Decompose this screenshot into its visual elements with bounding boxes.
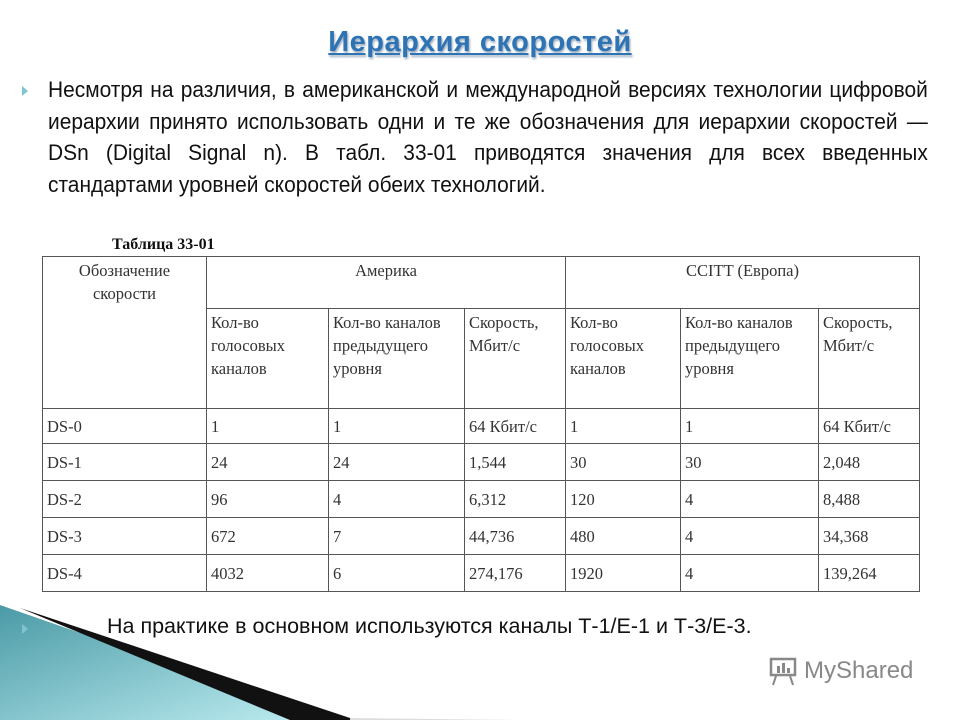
table-row bbox=[43, 518, 920, 555]
footer-note: На практике в основном используются каналы Т-1/Е-1 и Т-3/Е-3. bbox=[107, 614, 752, 638]
header-cell: Скорость, Мбит/с bbox=[465, 309, 566, 409]
bullet-icon bbox=[22, 624, 28, 634]
header-cell: Кол-во голосовых каналов bbox=[207, 309, 329, 409]
body-paragraph: Несмотря на различия, в американской и международной версиях технологии цифровой иерархии принято использовать одни и те же обозначения для иерархии скоростей — DSn (Digital Signal n). В табл. 33-01 приводятся значения для всех введенных стандартами уровней скоростей обеих технологий. bbox=[48, 77, 928, 197]
table-cell: 672 bbox=[207, 518, 329, 555]
header-cell: Кол-во каналов предыдущего уровня bbox=[681, 309, 819, 409]
table-cell: DS-1 bbox=[43, 444, 207, 481]
table-cell: 64 Кбит/с bbox=[819, 409, 920, 444]
table-cell: 2,048 bbox=[819, 444, 920, 481]
header-cell: Обозначение скорости bbox=[43, 257, 207, 409]
table-cell: 1920 bbox=[566, 555, 681, 592]
table-cell: 4032 bbox=[207, 555, 329, 592]
table-cell: 7 bbox=[329, 518, 465, 555]
table-cell: 30 bbox=[566, 444, 681, 481]
logo-text: MyShared bbox=[804, 657, 914, 684]
header-cell: Кол-во каналов предыдущего уровня bbox=[329, 309, 465, 409]
table-cell: 1 bbox=[207, 409, 329, 444]
table-header-row bbox=[43, 257, 920, 309]
table-caption: Таблица 33-01 bbox=[112, 236, 215, 253]
table-cell: 64 Кбит/с bbox=[465, 409, 566, 444]
table-cell: 96 bbox=[207, 481, 329, 518]
bullet-icon bbox=[22, 86, 28, 96]
table-cell: 6,312 bbox=[465, 481, 566, 518]
table-cell: 6 bbox=[329, 555, 465, 592]
table-row bbox=[43, 555, 920, 592]
table-cell: 4 bbox=[681, 518, 819, 555]
table-cell: DS-3 bbox=[43, 518, 207, 555]
table-row bbox=[43, 444, 920, 481]
presentation-icon bbox=[768, 656, 798, 686]
table-cell: 4 bbox=[681, 555, 819, 592]
myshared-logo bbox=[768, 656, 913, 686]
table-cell: 139,264 bbox=[819, 555, 920, 592]
table-cell: 24 bbox=[207, 444, 329, 481]
table-cell: 1,544 bbox=[465, 444, 566, 481]
table-cell: 274,176 bbox=[465, 555, 566, 592]
table-cell: 1 bbox=[329, 409, 465, 444]
header-cell: Америка bbox=[207, 257, 566, 309]
slide-title: Иерархия скоростей bbox=[328, 26, 632, 58]
table-row bbox=[43, 409, 920, 444]
table-cell: 1 bbox=[681, 409, 819, 444]
table-cell: 1 bbox=[566, 409, 681, 444]
header-cell: CCITT (Европа) bbox=[566, 257, 920, 309]
table-cell: 4 bbox=[329, 481, 465, 518]
table-cell: 30 bbox=[681, 444, 819, 481]
header-cell: Скорость, Мбит/с bbox=[819, 309, 920, 409]
table-cell: DS-2 bbox=[43, 481, 207, 518]
table-cell: 4 bbox=[681, 481, 819, 518]
table-cell: 120 bbox=[566, 481, 681, 518]
header-cell: Кол-во голосовых каналов bbox=[566, 309, 681, 409]
table-cell: DS-0 bbox=[43, 409, 207, 444]
table-cell: 8,488 bbox=[819, 481, 920, 518]
table-cell: 24 bbox=[329, 444, 465, 481]
table-cell: DS-4 bbox=[43, 555, 207, 592]
table-cell: 34,368 bbox=[819, 518, 920, 555]
speed-table bbox=[42, 256, 920, 592]
table-cell: 480 bbox=[566, 518, 681, 555]
table-row bbox=[43, 481, 920, 518]
table-cell: 44,736 bbox=[465, 518, 566, 555]
